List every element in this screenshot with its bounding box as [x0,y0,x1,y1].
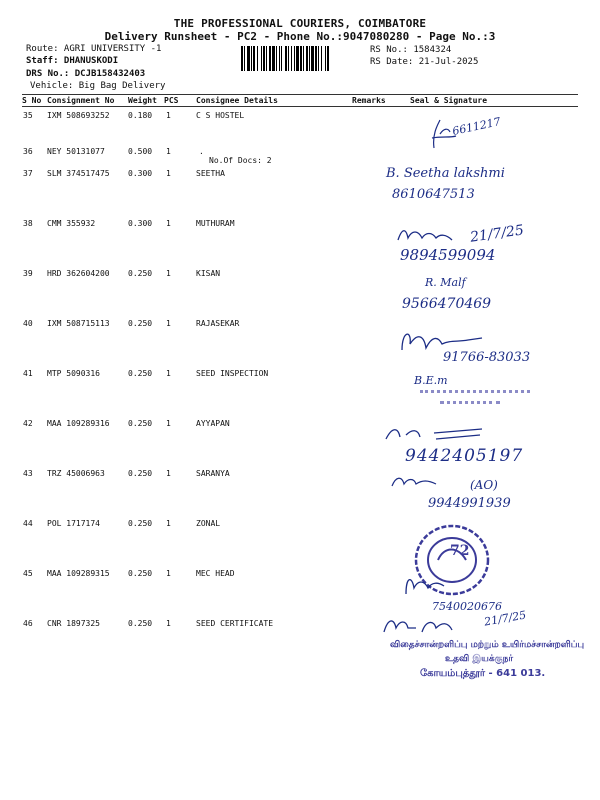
signature-46-date: 21/7/25 [483,608,528,629]
row-consignee: MEC HEAD [196,569,235,578]
row-pcs: 1 [166,169,171,178]
signature-scribble [382,614,478,636]
signature-38-phone: 9894599094 [400,246,496,264]
row-consignment: NEY 50131077 [47,147,105,156]
row-pcs: 1 [166,219,171,228]
row-consignment: IXM 508693252 [47,111,110,120]
signature-37-name: B. Seetha lakshmi [386,166,505,181]
runsheet-subtitle: Delivery Runsheet - PC2 - Phone No.:9047080280 - Page No.:3 [104,30,496,43]
row-consignee: KISAN [196,269,221,278]
col-seal-signature: Seal & Signature [410,96,488,105]
signature-scribble [396,226,454,244]
table-row [0,519,600,528]
row-weight: 0.250 [128,419,153,428]
rs-number: RS No.: 1584324 [370,45,452,55]
table-row [0,269,600,278]
table-row [0,147,600,165]
row-pcs: 1 [166,269,171,278]
row-sno: 37 [23,169,33,178]
signature-scribble [402,572,446,596]
signature-42-phone: 9442405197 [405,446,524,466]
row-consignee: SEETHA [196,169,225,178]
table-row [0,319,600,328]
row-consignment: POL 1717174 [47,519,100,528]
row-consignment: HRD 362604200 [47,269,110,278]
table-row [0,469,600,478]
row-weight: 0.250 [128,269,153,278]
row-weight: 0.500 [128,147,153,156]
row-pcs: 1 [166,419,171,428]
route-label: Route: AGRI UNIVERSITY -1 [26,44,162,54]
signature-scribble [390,474,438,490]
table-row [0,219,600,228]
row-sno: 46 [23,619,33,628]
signature-35: 6611217 [451,115,502,138]
signature-39-phone: 9566470469 [402,296,492,312]
row-consignee: ZONAL [196,519,221,528]
company-title: THE PROFESSIONAL COURIERS, COIMBATORE [173,17,427,30]
row-consignee: SEED CERTIFICATE [196,619,274,628]
col-weight: Weight [128,96,157,105]
row-sno: 45 [23,569,33,578]
row-consignment: CMM 355932 [47,219,96,228]
signature-37-phone: 8610647513 [392,187,475,202]
row-sno: 43 [23,469,33,478]
col-pcs: PCS [164,96,179,105]
row-pcs: 1 [166,569,171,578]
row-consignment: CNR 1897325 [47,619,100,628]
row-consignee: MUTHURAM [196,219,235,228]
row-consignment: SLM 374517475 [47,169,110,178]
header-bottom-rule [22,106,578,107]
signature-38-date: 21/7/25 [469,222,525,246]
signature-39-name: R. Malf [425,276,466,289]
col-consignment: Consignment No [47,96,115,105]
stamp-line-2: உதவி இயக்குநர் [445,654,514,664]
row-pcs: 1 [166,369,171,378]
row-consignment: IXM 508715113 [47,319,110,328]
row-weight: 0.250 [128,469,153,478]
row-weight: 0.250 [128,369,153,378]
row-weight: 0.250 [128,569,153,578]
row-sno: 36 [23,147,33,156]
seal-number: 72 [450,543,470,559]
row-pcs: 1 [166,319,171,328]
stamp-faded-line [420,390,530,397]
row-consignee: RAJASEKAR [196,319,240,328]
signature-45-phone: 7540020676 [432,600,502,613]
table-row [0,111,600,120]
row-consignee: SARANYA [196,469,230,478]
row-weight: 0.250 [128,619,153,628]
row-consignee: SEED INSPECTION [196,369,269,378]
col-remarks: Remarks [352,96,386,105]
row-weight: 0.180 [128,111,153,120]
header-top-rule [22,94,578,95]
staff-label: Staff: DHANUSKODI [26,56,119,66]
row-sno: 44 [23,519,33,528]
signature-43-phone: 9944991939 [428,496,511,511]
row-consignee: . [199,147,204,156]
row-sno: 35 [23,111,33,120]
signature-scribble [384,425,484,443]
row-sno: 41 [23,369,33,378]
row-consignment: TRZ 45006963 [47,469,105,478]
row-consignee: C S HOSTEL [196,111,245,120]
rs-date: RS Date: 21-Jul-2025 [370,57,479,67]
table-row [0,419,600,428]
signature-41: B.E.m [414,374,448,387]
barcode-image [241,46,365,71]
row-weight: 0.300 [128,169,153,178]
row-weight: 0.250 [128,519,153,528]
row-consignment: MTP 5090316 [47,369,100,378]
vehicle-label: Vehicle: Big Bag Delivery [30,81,166,91]
row-sno: 42 [23,419,33,428]
row-consignment: MAA 109289315 [47,569,110,578]
row-sno: 39 [23,269,33,278]
row-consignment: MAA 109289316 [47,419,110,428]
col-sno: S No [22,96,42,105]
signature-40-phone: 91766-83033 [443,350,531,365]
stamp-line-3: கோயம்புத்தூர் - 641 013. [420,668,546,679]
row-pcs: 1 [166,519,171,528]
row-weight: 0.250 [128,319,153,328]
signature-43-title: (AO) [470,478,498,492]
row-sno: 40 [23,319,33,328]
col-consignee: Consignee Details [196,96,278,105]
table-row [0,569,600,578]
table-row [0,369,600,378]
stamp-faded-line [440,401,500,408]
row-sno: 38 [23,219,33,228]
row-pcs: 1 [166,619,171,628]
row-note: No.Of Docs: 2 [209,156,272,165]
row-weight: 0.300 [128,219,153,228]
row-pcs: 1 [166,147,171,156]
row-pcs: 1 [166,111,171,120]
stamp-line-1: விதைச்சான்றளிப்பு மற்றும் உயிர்மச்சான்றளிப்பு [390,640,585,650]
row-consignee: AYYAPAN [196,419,230,428]
row-pcs: 1 [166,469,171,478]
drs-label: DRS No.: DCJB158432403 [26,69,146,79]
